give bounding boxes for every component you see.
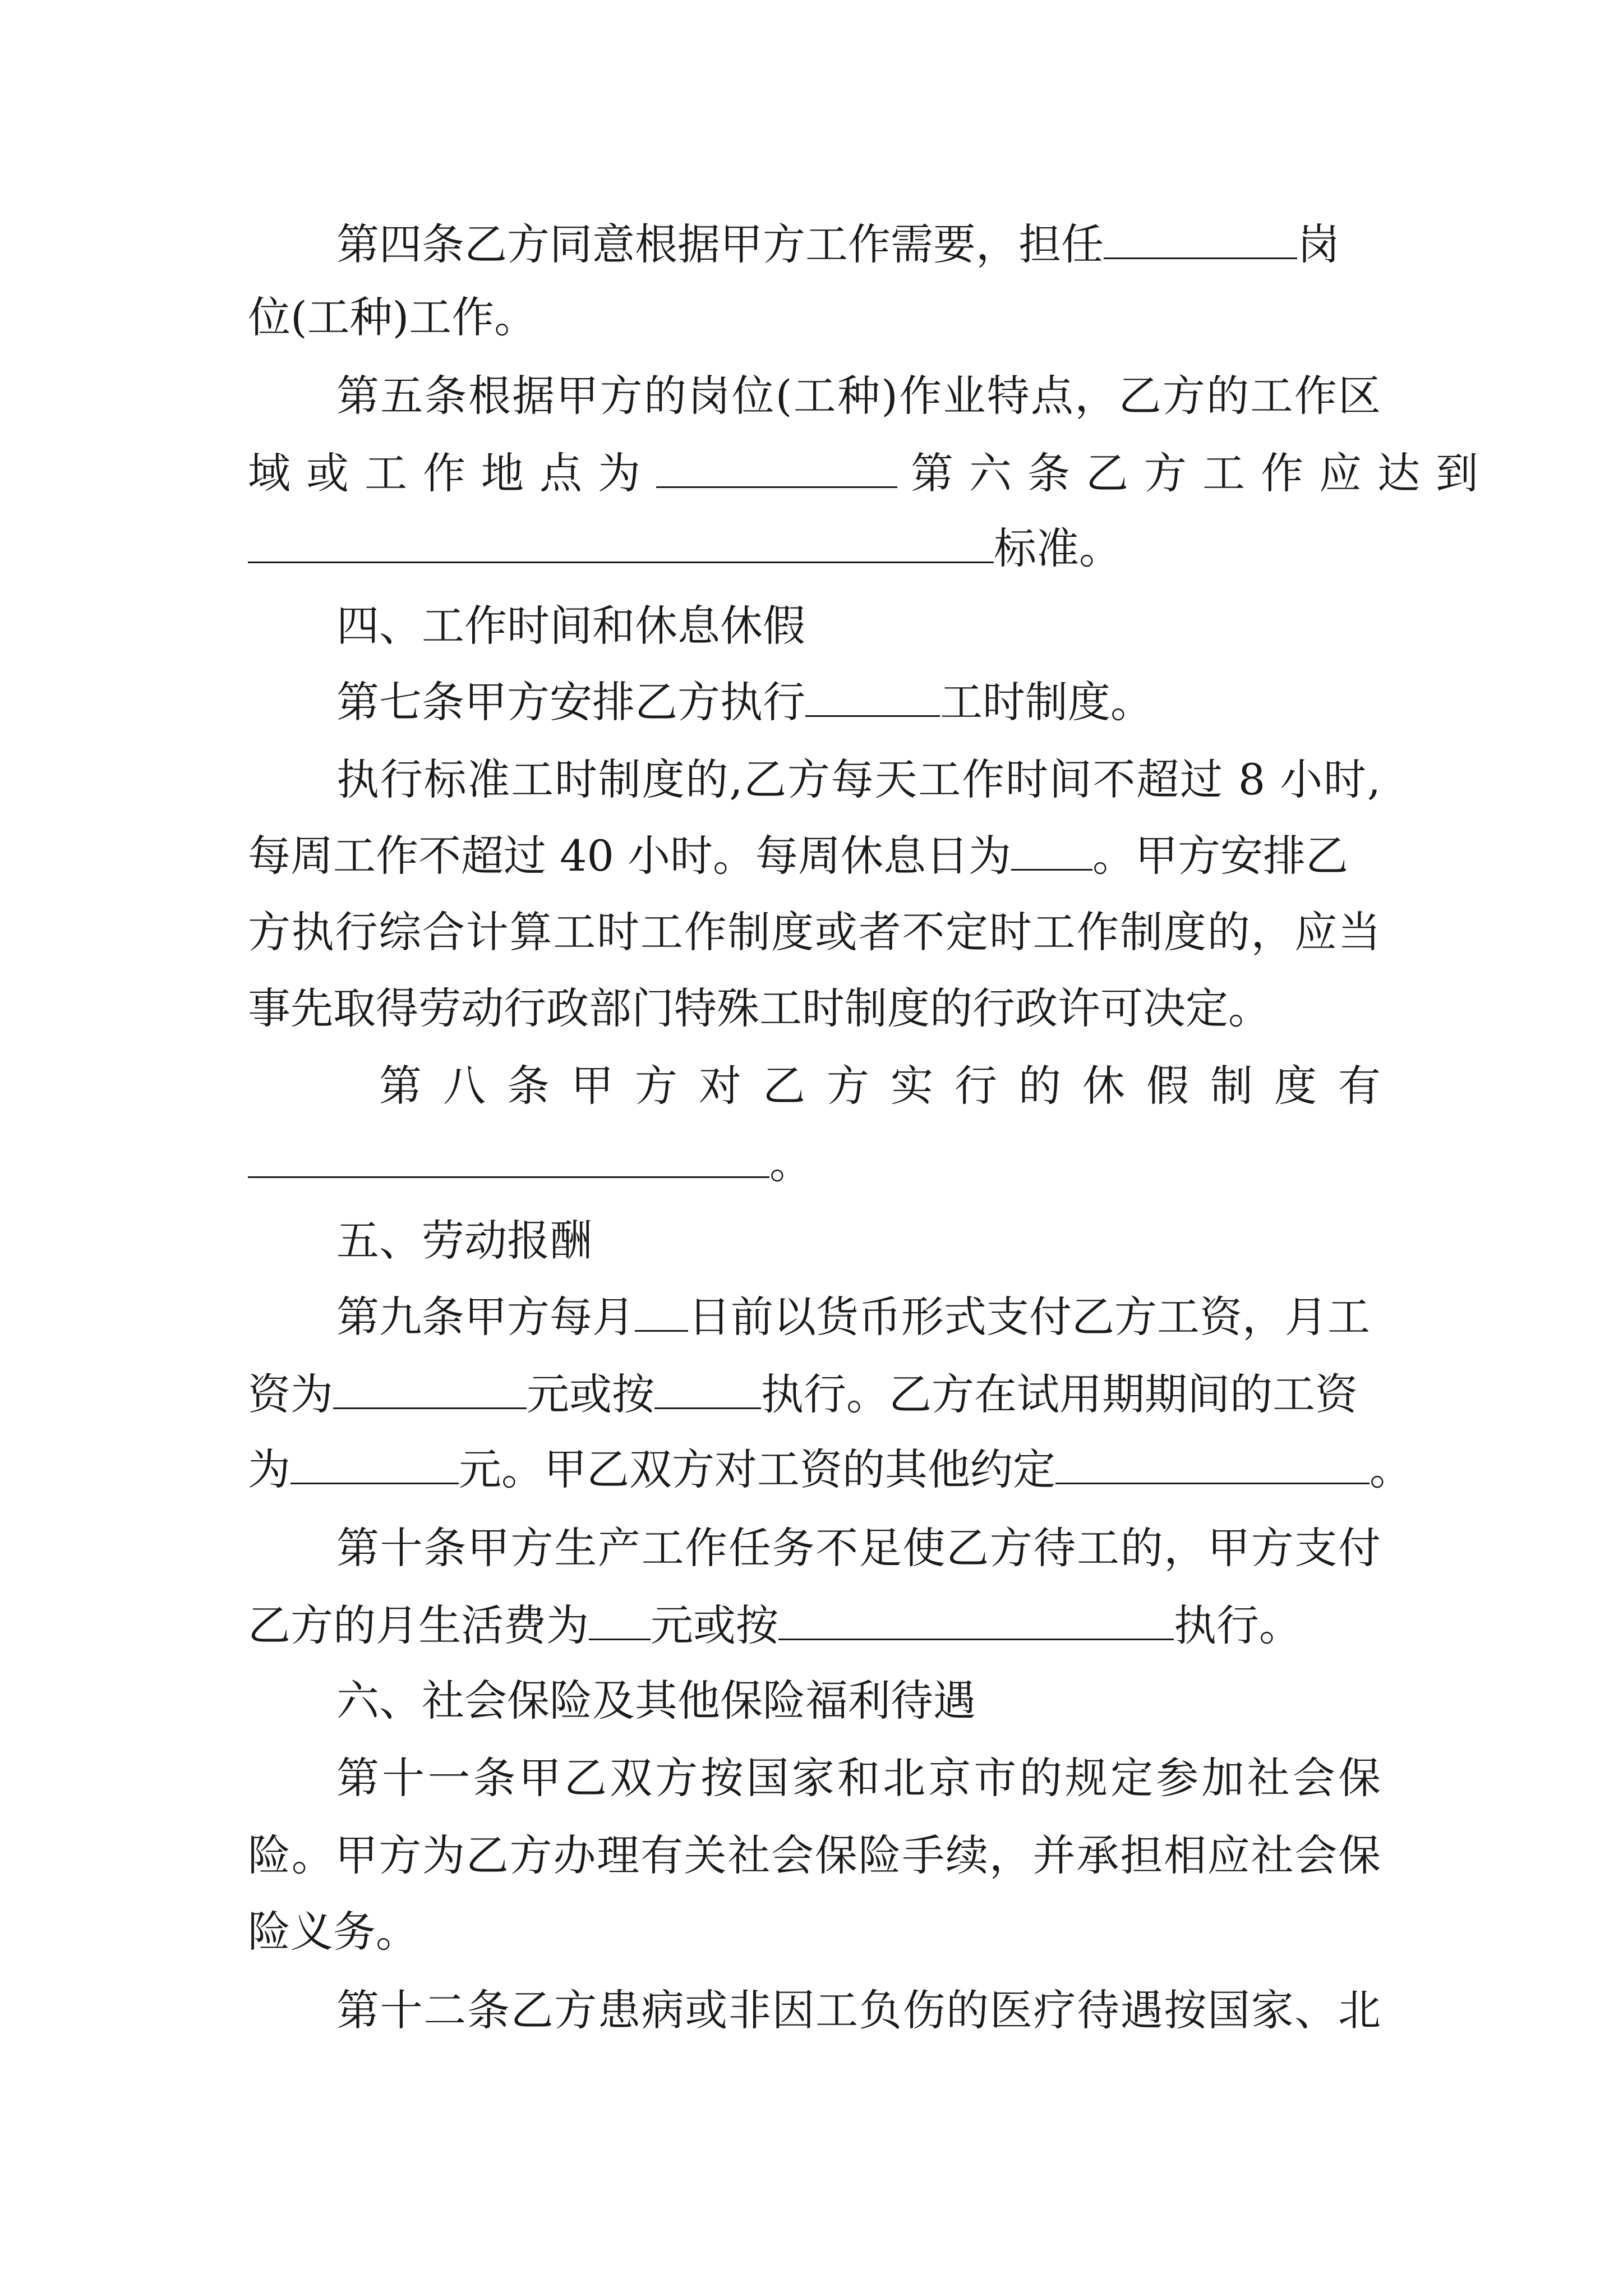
- blank-post: [1104, 224, 1297, 259]
- article-9-text-3b: 元。甲乙双方对工资的其他约定: [459, 1444, 1055, 1494]
- article-4-line-2: [248, 291, 537, 344]
- article-11-text-3: 险义务。: [248, 1907, 418, 1957]
- section-6-heading: [336, 1674, 976, 1728]
- article-4-line-1: [336, 218, 1340, 272]
- blank-rest-day: [1011, 835, 1092, 871]
- article-9-text-2c: 执行。乙方在试用期期间的工资: [761, 1369, 1358, 1419]
- article-12-line-1: [336, 1984, 1381, 2037]
- section-4-heading: [336, 599, 805, 653]
- section-4-title: 四、工作时间和休息休假: [336, 601, 805, 651]
- article-7-para-2-text-2: 每周工作不超过 40 小时。每周休息日为: [248, 831, 1012, 881]
- article-11-text-2: 险。甲方为乙方办理有关社会保险手续，并承担相应社会保: [248, 1830, 1381, 1880]
- article-11-line-2: [248, 1829, 1381, 1883]
- article-7-para-2-line-3: [248, 905, 1381, 959]
- article-11-line-1: [336, 1751, 1381, 1805]
- blank-work-location: [656, 453, 897, 488]
- blank-allowance-basis: [778, 1605, 1174, 1640]
- article-7-para-2-line-1: [336, 753, 1381, 807]
- article-10-text-2c: 执行。: [1174, 1600, 1302, 1650]
- article-9-text: 第九条甲方每月: [336, 1292, 635, 1342]
- article-10-line-1: [336, 1521, 1381, 1575]
- section-5-title: 五、劳动报酬: [336, 1216, 592, 1266]
- article-5-text-2: 域或工作地点为: [248, 448, 656, 498]
- article-8-text: 第八条甲方对乙方实行的休假制度有: [379, 1061, 1381, 1111]
- blank-hours-system: [805, 682, 940, 717]
- article-8-line-1: [379, 1059, 1381, 1113]
- article-9-line-1: [336, 1290, 1381, 1344]
- article-10-text-2: 乙方的月生活费为: [248, 1600, 589, 1650]
- article-8-period: 。: [769, 1138, 812, 1188]
- article-11-line-3: [248, 1905, 418, 1959]
- article-6-text: 第六条乙方工作应达到: [911, 448, 1494, 498]
- article-12-text: 第十二条乙方患病或非因工负伤的医疗待遇按国家、北: [336, 1985, 1381, 2035]
- article-8-line-2: [248, 1137, 812, 1190]
- blank-leave-system: [248, 1143, 769, 1178]
- article-7-text-cont: 工时制度。: [940, 677, 1153, 727]
- section-5-heading: [336, 1214, 592, 1268]
- article-11-text: 第十一条甲乙双方按国家和北京市的规定参加社会保: [336, 1753, 1381, 1803]
- article-7-line-1: [336, 675, 1153, 729]
- article-9-period: 。: [1370, 1444, 1412, 1494]
- article-7-para-2-line-2: [248, 829, 1348, 883]
- blank-probation-wage: [291, 1449, 459, 1484]
- article-7-para-2-line-4: [248, 982, 1271, 1036]
- article-10-text-2b: 元或按: [651, 1600, 778, 1650]
- article-9-text-2: 资为: [248, 1369, 333, 1419]
- article-6-line-2: [248, 522, 1122, 576]
- article-7-para-2-text-4: 事先取得劳动行政部门特殊工时制度的行政许可决定。: [248, 983, 1271, 1033]
- article-5-line-2: [248, 447, 1494, 500]
- article-6-text-2: 标准。: [994, 523, 1122, 573]
- article-10-line-2: [248, 1599, 1302, 1653]
- article-10-text: 第十条甲方生产工作任务不足使乙方待工的，甲方支付: [336, 1523, 1381, 1573]
- article-4-text-2: 位(工种)工作。: [248, 292, 537, 342]
- section-6-title: 六、社会保险及其他保险福利待遇: [336, 1676, 976, 1726]
- article-5-text: 第五条根据甲方的岗位(工种)作业特点，乙方的工作区: [336, 371, 1381, 421]
- article-9-text-3: 为: [248, 1444, 291, 1494]
- blank-living-allowance: [589, 1605, 651, 1640]
- blank-work-standard: [248, 528, 994, 563]
- article-9-line-2: [248, 1368, 1358, 1421]
- article-9-text-2b: 元或按: [527, 1369, 654, 1419]
- blank-pay-day: [635, 1296, 688, 1332]
- article-7-para-2-text-3: 方执行综合计算工时工作制度或者不定时工作制度的，应当: [248, 907, 1381, 957]
- blank-monthly-wage: [333, 1374, 527, 1409]
- article-7-para-2-text: 执行标准工时制度的,乙方每天工作时间不超过 8 小时,: [336, 754, 1381, 804]
- article-7-text: 第七条甲方安排乙方执行: [336, 677, 805, 727]
- article-4-text-cont: 岗: [1297, 219, 1340, 269]
- article-9-line-3: [248, 1443, 1412, 1497]
- blank-wage-basis: [654, 1374, 761, 1409]
- article-9-text-cont: 日前以货币形式支付乙方工资，月工: [688, 1292, 1370, 1342]
- article-4-text: 第四条乙方同意根据甲方工作需要，担任: [336, 219, 1104, 269]
- blank-other-wage-terms: [1055, 1449, 1370, 1484]
- article-5-line-1: [336, 369, 1381, 423]
- article-7-para-2-text-2b: 。甲方安排乙: [1092, 831, 1349, 881]
